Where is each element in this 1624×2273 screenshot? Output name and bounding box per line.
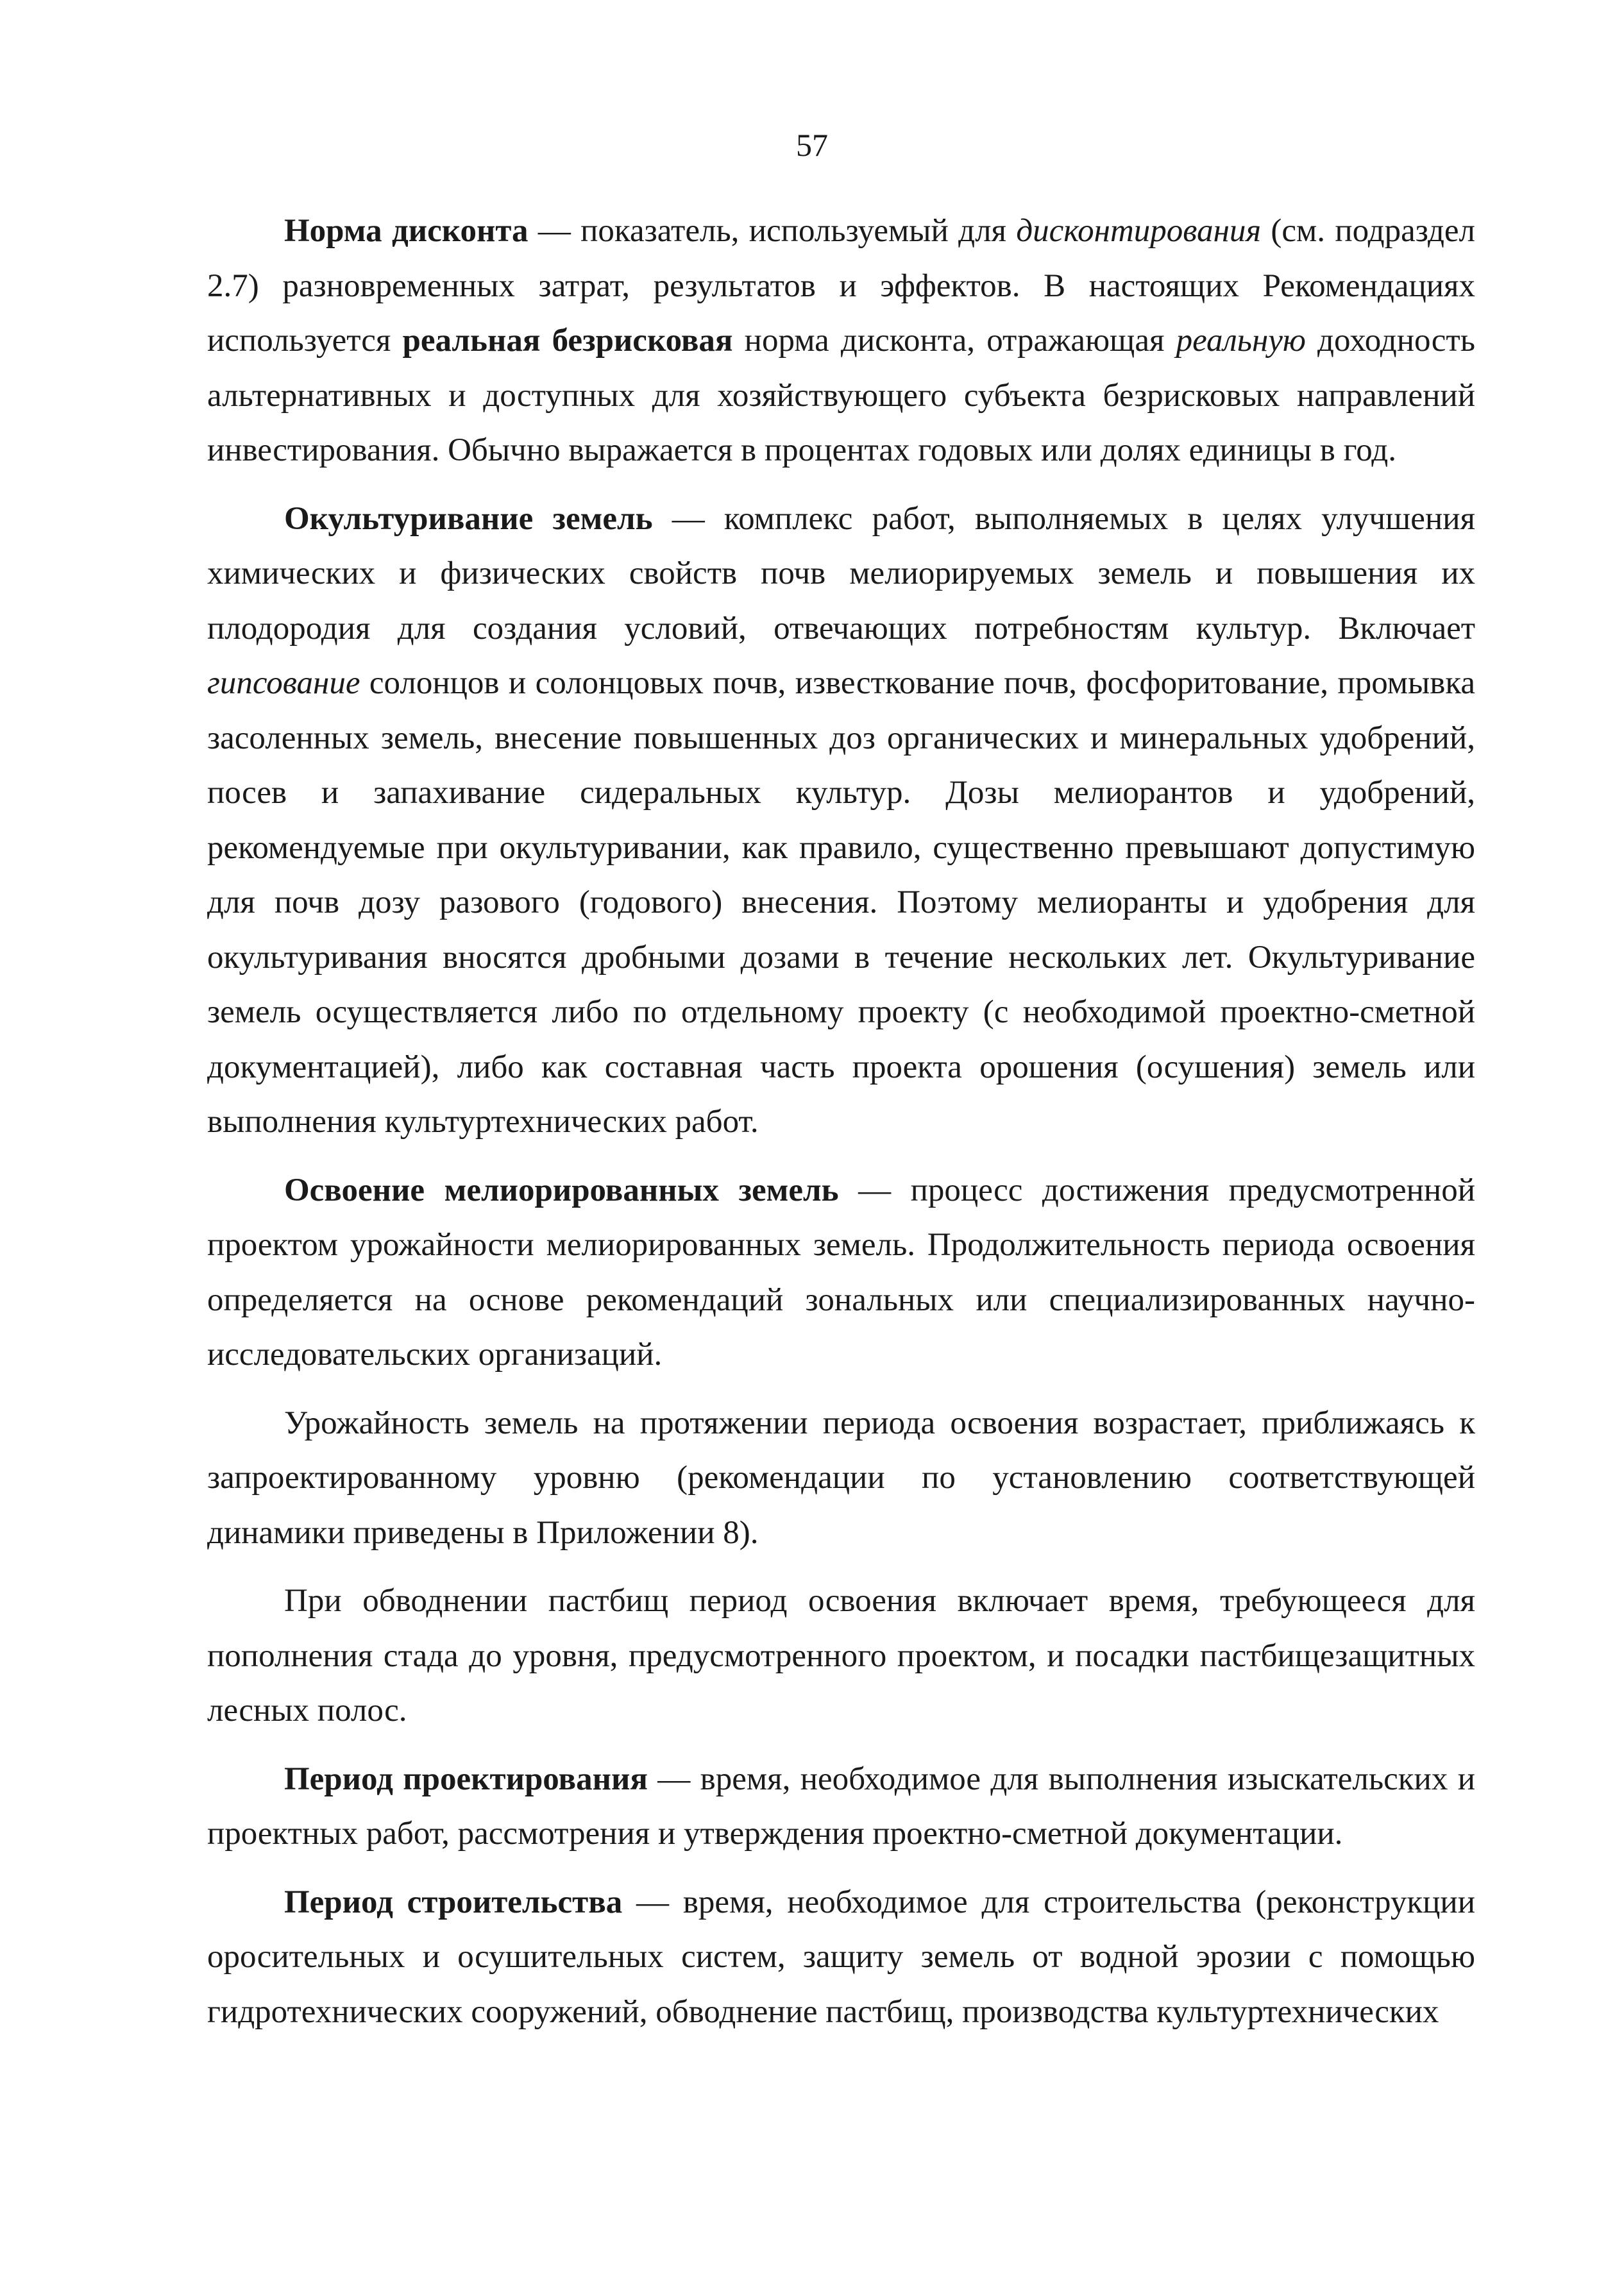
paragraph-pasture-watering bbox=[207, 1574, 1475, 1739]
paragraph-text: При обводнении пастбищ период освоения включает время, требующееся для пополнения стада до уровня, предусмотренного проектом, и посадки пастбищезащитных лесных полос. bbox=[207, 1583, 1475, 1728]
paragraph-text: — комплекс работ, выполняемых в целях улучшения химических и физических свойств почв мелиорируемых земель и повышения их плодородия для создания условий, отвечающих потребностям культур. Включает bbox=[207, 500, 1475, 646]
paragraph-text: — время, необходимое для выполнения изыскательских и проектных работ, рассмотрения и утверждения проектно-сметной документации. bbox=[207, 1761, 1475, 1852]
paragraph-text: солонцов и солонцовых почв, известкование почв, фосфоритование, промывка засоленных земель, внесение повышенных доз органических и минеральных удобрений, посев и запахивание сидеральных культур. Дозы мелиорантов и удобрений, рекомендуемые при окультуривании, как правило, существенно превышают допустимую для почв дозу разового (годового) внесения. Поэтому мелиоранты и удобрения для окультуривания вносятся дробными дозами в течение нескольких лет. Окультуривание земель осуществляется либо по отдельному проекту (с необходимой проектно-сметной документацией), либо как составная часть проекта орошения (осушения) земель или выполнения культуртехнических работ. bbox=[207, 665, 1475, 1140]
term-construction-period: Период строительства bbox=[284, 1884, 623, 1920]
paragraph-text: — время, необходимое для строительства (реконструкции оросительных и осушительных систем, защиту земель от водной эрозии с помощью гидротехнических сооружений, обводнение пастбищ, производства культуртехнических bbox=[207, 1884, 1475, 2030]
term-discount-rate: Норма дисконта bbox=[284, 213, 529, 249]
emphasis-discounting: дисконтирования bbox=[1016, 213, 1262, 249]
paragraph-text: норма дисконта, отражающая bbox=[732, 323, 1176, 359]
paragraph-text: — процесс достижения предусмотренной проектом урожайности мелиорированных земель. Продолжительность периода освоения определяется на основе рекомендаций зональных или специализированных научно-исследовательских организаций. bbox=[207, 1172, 1475, 1373]
paragraph-land-cultivation bbox=[207, 492, 1475, 1150]
term-land-development: Освоение мелиорированных земель bbox=[284, 1172, 839, 1208]
term-risk-free: реальная безрисковая bbox=[402, 323, 733, 359]
page-number: 57 bbox=[796, 127, 828, 163]
paragraph-text: доходность альтернативных и доступных для хозяйствующего субъекта безрисковых направлений инвестирования. Обычно выражается в процентах годовых или долях единицы в год. bbox=[207, 323, 1475, 468]
term-design-period: Период проектирования bbox=[284, 1761, 648, 1797]
term-land-cultivation: Окультуривание земель bbox=[284, 500, 653, 537]
paragraph-land-development bbox=[207, 1163, 1475, 1383]
paragraph-text: — показатель, используемый для bbox=[528, 213, 1017, 249]
emphasis-gypsum: гипсование bbox=[207, 665, 360, 701]
paragraph-construction-period bbox=[207, 1875, 1475, 2040]
paragraph-discount-rate bbox=[207, 204, 1475, 478]
body-text bbox=[207, 204, 1475, 2040]
paragraph-text: Урожайность земель на протяжении периода освоения возрастает, приближаясь к запроектированному уровню (рекомендации по установлению соответствующей динамики приведены в Приложении 8). bbox=[207, 1405, 1475, 1551]
paragraph-yield bbox=[207, 1396, 1475, 1561]
paragraph-text: (см. подраздел 2.7) разновременных затрат, результатов и эффектов. В настоящих Рекомендациях используется bbox=[207, 213, 1475, 359]
emphasis-real: реальную bbox=[1176, 323, 1306, 359]
paragraph-design-period bbox=[207, 1752, 1475, 1862]
